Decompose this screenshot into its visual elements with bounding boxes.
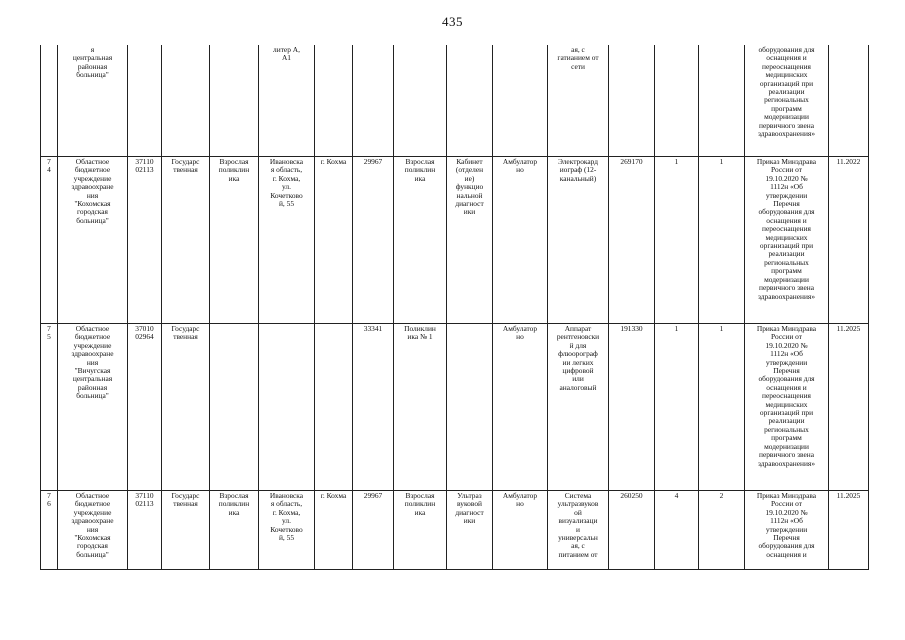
organization-name: Областное бюджетное учреждение здравоохране ния "Кохомская городская больница" — [71, 157, 114, 225]
care-type-cell — [493, 491, 548, 570]
care-type: Амбулатор но — [502, 491, 538, 509]
equipment-name-cell — [548, 324, 609, 491]
due-date-cell — [829, 45, 869, 157]
postal-code-cell — [353, 491, 394, 570]
city-cell — [315, 324, 353, 491]
equipment-code: 260250 — [620, 491, 643, 500]
unit-name-cell — [210, 45, 259, 157]
legal-basis: Приказ Минздрава России от 19.10.2020 № 1112н «Об утверждении Перечня оборудования для оснащения и — [756, 491, 817, 559]
due-date: 11.2025 — [836, 324, 861, 333]
org-code-cell — [128, 324, 162, 491]
quantity-1-cell — [655, 157, 699, 324]
due-date: 11.2022 — [836, 157, 861, 166]
equipment-name-cell — [548, 157, 609, 324]
row-number-cell — [41, 45, 58, 157]
table-row — [41, 324, 869, 491]
room-cell — [447, 324, 493, 491]
subdivision-cell — [394, 157, 447, 324]
ownership-type-cell — [162, 324, 210, 491]
address: литер А, А1 — [273, 45, 300, 63]
equipment-code: 269170 — [620, 157, 643, 166]
quantity-1: 1 — [674, 324, 679, 333]
equipment-code-cell — [609, 157, 655, 324]
postal-code-cell — [353, 324, 394, 491]
legal-basis-cell — [745, 324, 829, 491]
postal-code: 29967 — [363, 491, 383, 500]
care-type-cell — [493, 45, 548, 157]
table-row — [41, 491, 869, 570]
quantity-2: 1 — [719, 324, 724, 333]
address-cell — [259, 45, 315, 157]
city-cell — [315, 45, 353, 157]
subdivision: Поликлин ика № 1 — [404, 324, 436, 342]
care-type-cell — [493, 157, 548, 324]
quantity-2-cell — [699, 324, 745, 491]
ownership-type-cell — [162, 491, 210, 570]
quantity-2: 1 — [719, 157, 724, 166]
subdivision-cell — [394, 45, 447, 157]
subdivision: Взрослая поликлин ика — [404, 157, 436, 183]
organization-name: я центральная районная больница" — [72, 45, 113, 80]
address-cell — [259, 324, 315, 491]
row-number: 7 4 — [47, 157, 51, 175]
organization-name-cell — [58, 157, 128, 324]
postal-code: 29967 — [363, 157, 383, 166]
quantity-1-cell — [655, 324, 699, 491]
organization-name-cell — [58, 491, 128, 570]
organization-name-cell — [58, 324, 128, 491]
legal-basis: Приказ Минздрава России от 19.10.2020 № 1112н «Об утверждении Перечня оборудования для оснащения и переоснащения медицинских организаций при реализации региональных программ модернизации первичного звена здравоохранения» — [756, 324, 817, 468]
room-cell — [447, 491, 493, 570]
equipment-name-cell — [548, 45, 609, 157]
address: Ивановска я область, г. Кохма, ул. Кочетково й, 55 — [269, 491, 304, 543]
equipment-code-cell — [609, 324, 655, 491]
org-code: 37110 02113 — [135, 157, 154, 175]
ownership-type: Государс твенная — [171, 157, 200, 175]
unit-name: Взрослая поликлин ика — [218, 157, 250, 183]
city-cell — [315, 157, 353, 324]
legal-basis: оборудования для оснащения и переоснащения медицинских организаций при реализации региональных программ модернизации первичного звена здравоохранения» — [757, 45, 816, 139]
ownership-type-cell — [162, 157, 210, 324]
quantity-1: 4 — [674, 491, 679, 500]
room-cell — [447, 45, 493, 157]
quantity-1-cell — [655, 45, 699, 157]
organization-name: Областное бюджетное учреждение здравоохране ния "Кохомская городская больница" — [71, 491, 114, 559]
quantity-1: 1 — [674, 157, 679, 166]
equipment-code-cell — [609, 45, 655, 157]
unit-name: Взрослая поликлин ика — [218, 491, 250, 517]
quantity-1-cell — [655, 491, 699, 570]
row-number-cell — [41, 491, 58, 570]
legal-basis-cell — [745, 45, 829, 157]
quantity-2-cell — [699, 491, 745, 570]
equipment-name: Электрокард иограф (12- канальный) — [557, 157, 599, 183]
unit-name-cell — [210, 491, 259, 570]
care-type-cell — [493, 324, 548, 491]
care-type: Амбулатор но — [502, 157, 538, 175]
org-code-cell — [128, 157, 162, 324]
ownership-type: Государс твенная — [171, 324, 200, 342]
quantity-2-cell — [699, 45, 745, 157]
equipment-table — [40, 45, 869, 570]
unit-name-cell — [210, 157, 259, 324]
equipment-code: 191330 — [620, 324, 643, 333]
equipment-name: Система ультразвуков ой визуализаци и универсальн ая, с питанием от — [557, 491, 599, 559]
org-code-cell — [128, 45, 162, 157]
legal-basis-cell — [745, 157, 829, 324]
row-number-cell — [41, 157, 58, 324]
org-code: 37010 02964 — [135, 324, 154, 342]
care-type: Амбулатор но — [502, 324, 538, 342]
room: Ультраз вуковой диагност ики — [455, 491, 484, 526]
unit-name-cell — [210, 324, 259, 491]
row-number-cell — [41, 324, 58, 491]
ownership-type-cell — [162, 45, 210, 157]
organization-name: Областное бюджетное учреждение здравоохране ния "Вичугская центральная районная больница" — [71, 324, 114, 401]
quantity-2-cell — [699, 157, 745, 324]
due-date-cell — [829, 324, 869, 491]
postal-code-cell — [353, 157, 394, 324]
equipment-name-cell — [548, 491, 609, 570]
address-cell — [259, 157, 315, 324]
ownership-type: Государс твенная — [171, 491, 200, 509]
legal-basis-cell — [745, 491, 829, 570]
subdivision: Взрослая поликлин ика — [404, 491, 436, 517]
address-cell — [259, 491, 315, 570]
org-code-cell — [128, 491, 162, 570]
postal-code: 33341 — [363, 324, 383, 333]
city: г. Кохма — [320, 491, 347, 500]
due-date-cell — [829, 491, 869, 570]
due-date-cell — [829, 157, 869, 324]
subdivision-cell — [394, 491, 447, 570]
quantity-2: 2 — [719, 491, 724, 500]
legal-basis: Приказ Минздрава России от 19.10.2020 № 1112н «Об утверждении Перечня оборудования для оснащения и переоснащения медицинских организаций при реализации региональных программ модернизации первичного звена здравоохранения» — [756, 157, 817, 301]
due-date: 11.2025 — [836, 491, 861, 500]
address: Ивановска я область, г. Кохма, ул. Кочетково й, 55 — [269, 157, 304, 209]
city: г. Кохма — [320, 157, 347, 166]
row-number: 7 5 — [47, 324, 51, 342]
room: Кабинет (отделен ие) функцио нальной диагност ики — [455, 157, 484, 217]
table-row — [41, 45, 869, 157]
organization-name-cell — [58, 45, 128, 157]
table-row — [41, 157, 869, 324]
subdivision-cell — [394, 324, 447, 491]
page-number: 435 — [442, 14, 463, 29]
postal-code-cell — [353, 45, 394, 157]
row-number: 7 6 — [47, 491, 51, 509]
org-code: 37110 02113 — [135, 491, 154, 509]
equipment-name: ая, с гатианием от сети — [557, 45, 599, 71]
equipment-name: Аппарат рентгеновски й для флюорограф ии легких цифровой или аналоговый — [556, 324, 600, 392]
equipment-code-cell — [609, 491, 655, 570]
city-cell — [315, 491, 353, 570]
room-cell — [447, 157, 493, 324]
